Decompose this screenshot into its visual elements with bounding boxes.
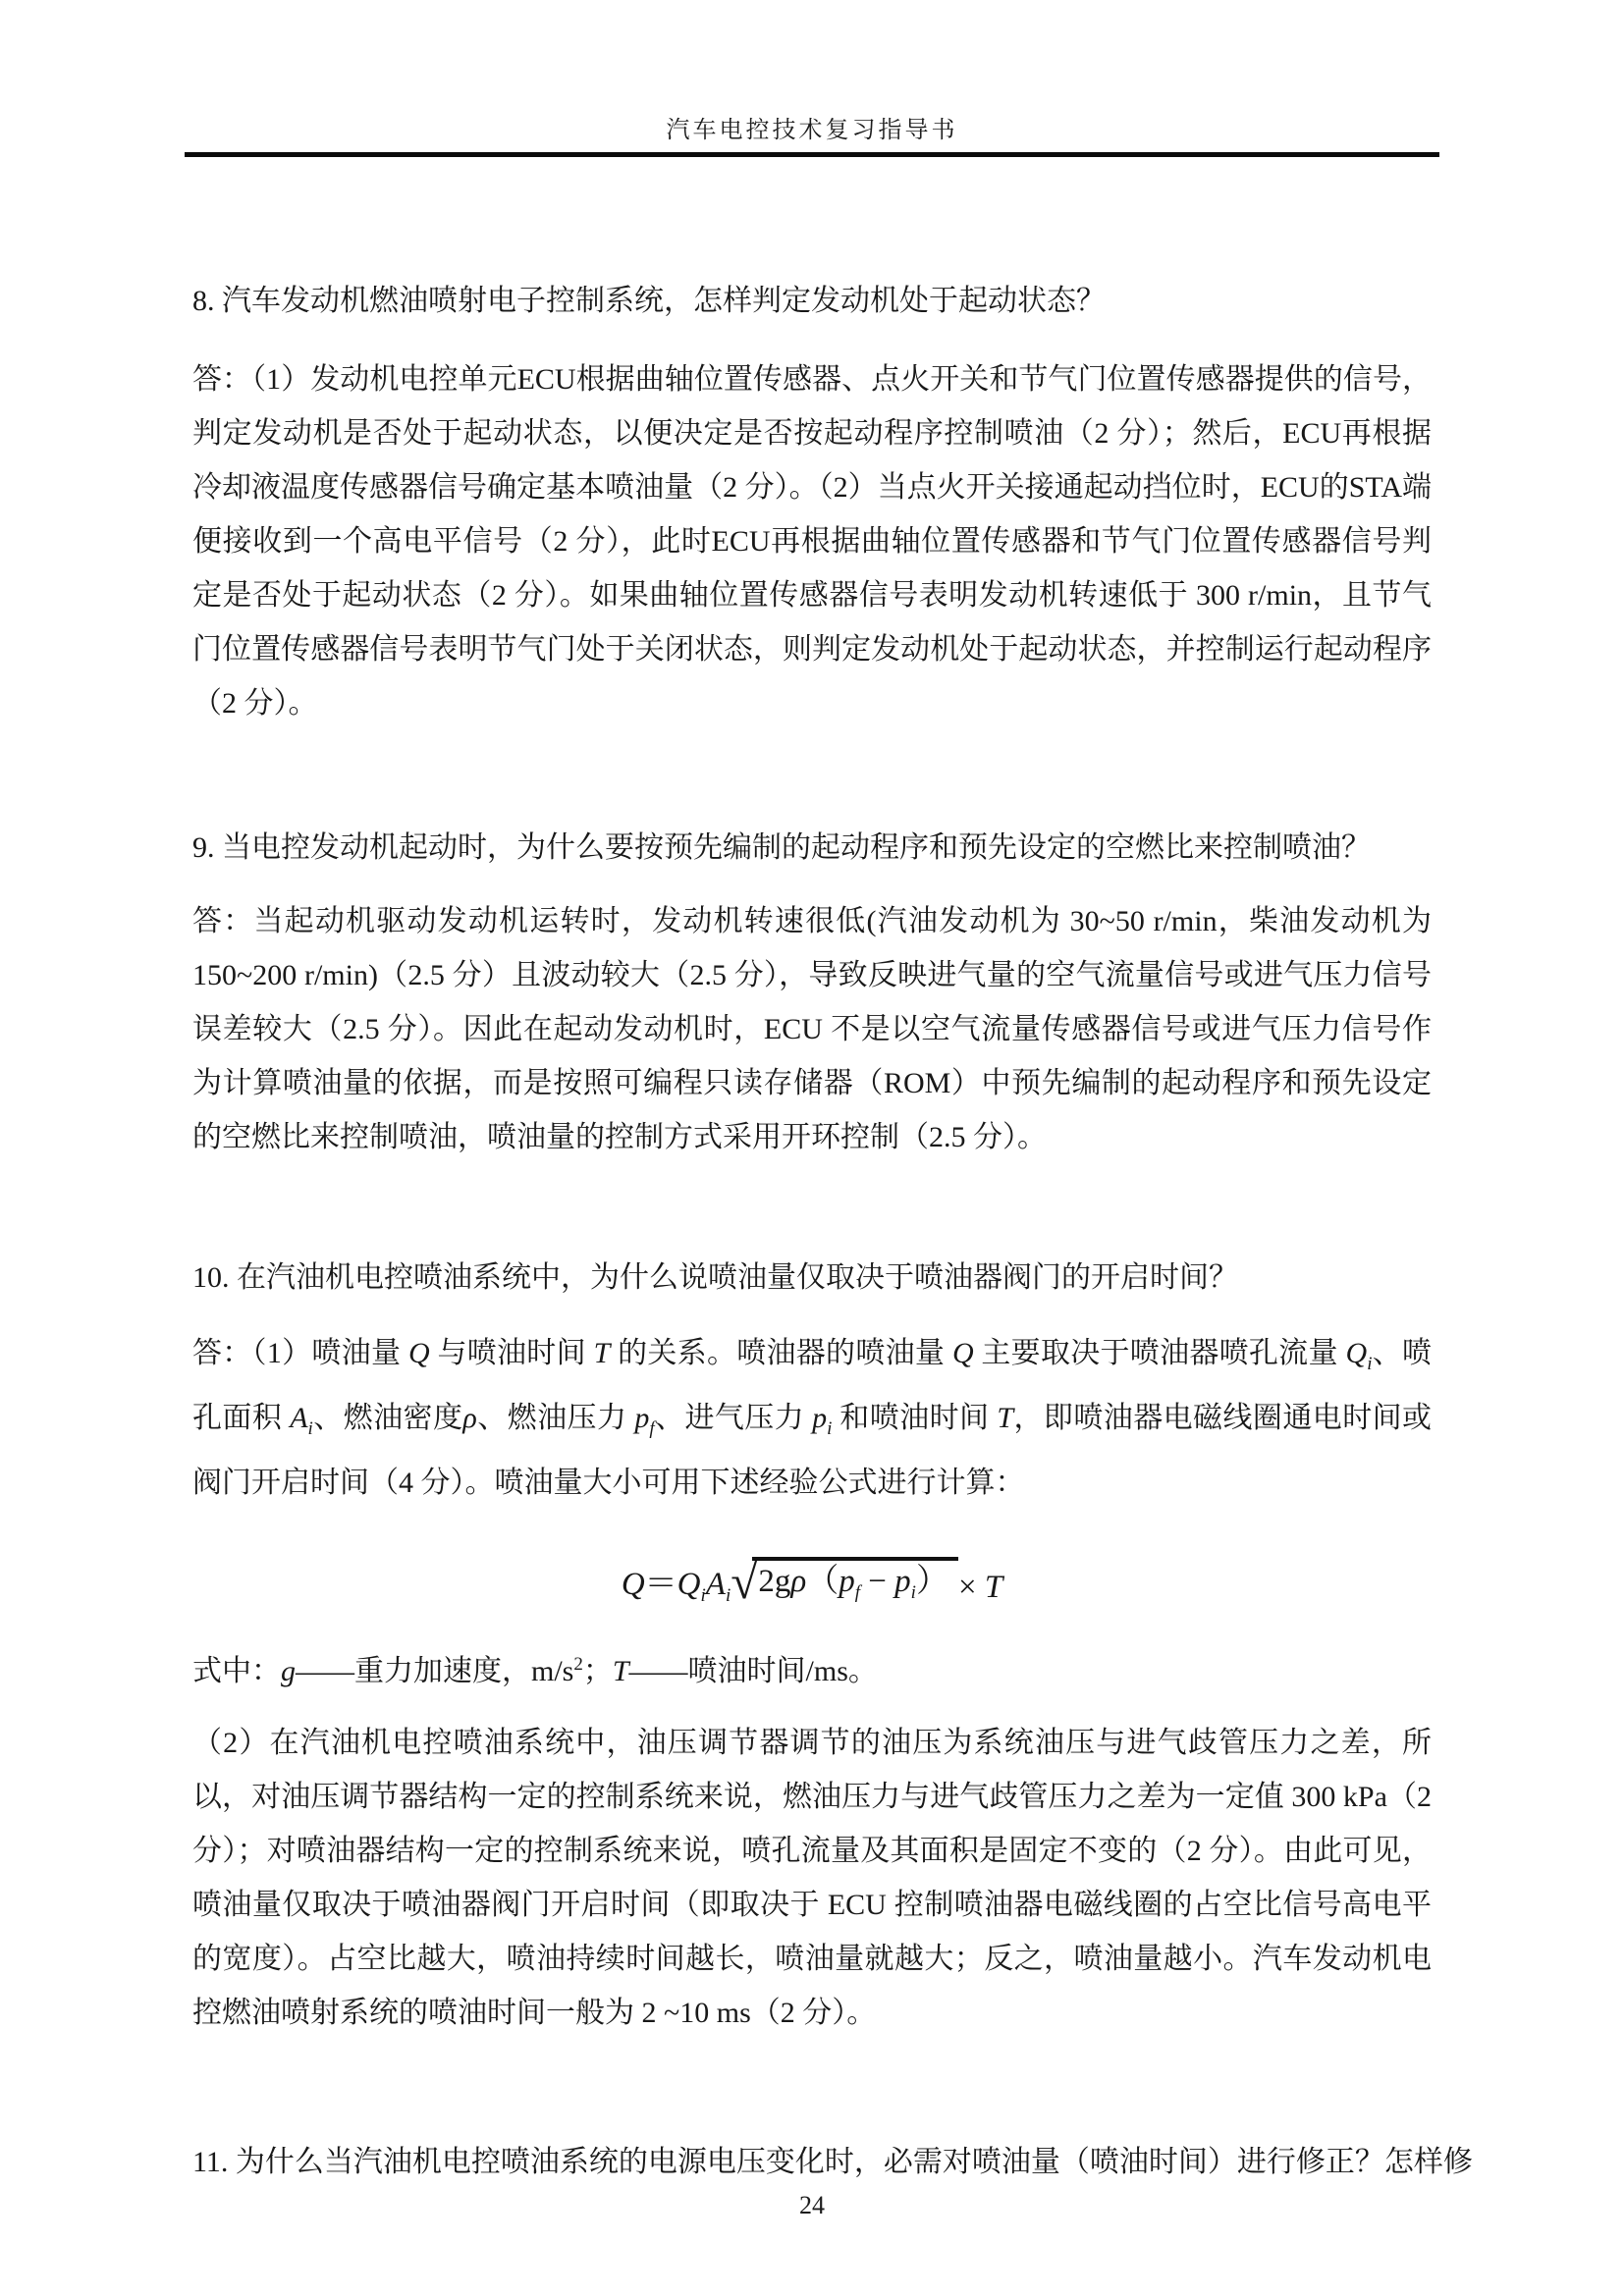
question-9-heading: 9. 当电控发动机起动时，为什么要按预先编制的起动程序和预先设定的空燃比来控制喷油？ (192, 831, 1371, 864)
injection-quantity-formula (192, 1535, 1432, 1608)
document-content (192, 274, 1473, 2220)
document-header-title: 汽车电控技术复习指导书 (666, 118, 958, 143)
question-8-heading: 8. 汽车发动机燃油喷射电子控制系统，怎样判定发动机处于起动状态？ (192, 285, 1106, 317)
sqrt-radical-sign: √ (731, 1555, 758, 1610)
answer-8-paragraph: 答：（1）发动机电控单元ECU根据曲轴位置传感器、点火开关和节气门位置传感器提供的信号，判定发动机是否处于起动状态，以便决定是否按起动程序控制喷油（2 分）；然后，ECU再根据冷却液温度传感器信号确定基本喷油量（2 分）。（2）当点火开关接通起动挡位时，ECU的STA端便接收到一个高电平信号（2 分），此时ECU再根据曲轴位置传感器和节气门位置传感器信号判定是否处于起动状态（2 分）。如果曲轴位置传感器信号表明发动机转速低于 300 r/min，且节气门位置传感器信号表明节气门处于关闭状态，则判定发动机处于起动状态，并控制运行起动程序（2 分）。 (192, 363, 1432, 720)
question-10-heading: 10. 在汽油机电控喷油系统中，为什么说喷油量仅取决于喷油器阀门的开启时间？ (192, 1261, 1238, 1294)
header-divider (185, 152, 1439, 157)
sqrt-radicand: $2g\rho(p_f - p_i)$ (752, 1557, 958, 1605)
answer-10-intro-paragraph: 答：（1）喷油量 Q 与喷油时间 T 的关系。喷油器的喷油量 Q 主要取决于喷油器喷孔流量 $Q_i$、喷孔面积 $A_i$、燃油密度ρ、燃油压力 $p_f$、进气压力 $p_i$ 和喷油时间 T，即喷油器电磁线圈通电时间或阀门开启时间（4 分）。喷油量大小可用下述经验公式进行计算： (192, 1337, 1433, 1499)
formula-legend: 式中：g——重力加速度，$m/s^2$；T——喷油时间/ms。 (192, 1654, 878, 1687)
formula-tail: × T (957, 1570, 1003, 1606)
square-root-expression (731, 1557, 958, 1608)
page-number: 24 (799, 2191, 825, 2219)
answer-9-paragraph: 答：当起动机驱动发动机运转时，发动机转速很低(汽油发动机为 30~50 r/min，柴油发动机为 150~200 r/min)（2.5 分）且波动较大（2.5 分），导致反映进气量的空气流量信号或进气压力信号误差较大（2.5 分）。因此在起动发动机时，ECU 不是以空气流量传感器信号或进气压力信号作为计算喷油量的依据，而是按照可编程只读存储器（ROM）中预先编制的起动程序和预先设定的空燃比来控制喷油，喷油量的控制方式采用开环控制（2.5 分）。 (192, 905, 1432, 1153)
question-11-heading: 11. 为什么当汽油机电控喷油系统的电源电压变化时，必需对喷油量（喷油时间）进行修正？怎样修 (192, 2146, 1473, 2178)
answer-10-part2-paragraph: （2）在汽油机电控喷油系统中，油压调节器调节的油压为系统油压与进气歧管压力之差，所以，对油压调节器结构一定的控制系统来说，燃油压力与进气歧管压力之差为一定值 300 kPa（2 分）；对喷油器结构一定的控制系统来说，喷孔流量及其面积是固定不变的（2 分）。由此可见，喷油量仅取决于喷油器阀门开启时间（即取决于 ECU 控制喷油器电磁线圈的占空比信号高电平的宽度）。占空比越大，喷油持续时间越长，喷油量就越大；反之，喷油量越小。汽车发动机电控燃油喷射系统的喷油时间一般为 2 ~10 ms（2 分）。 (192, 1727, 1432, 2029)
formula-left-hand-side: $Q=Q_iA_i$ (621, 1567, 731, 1607)
